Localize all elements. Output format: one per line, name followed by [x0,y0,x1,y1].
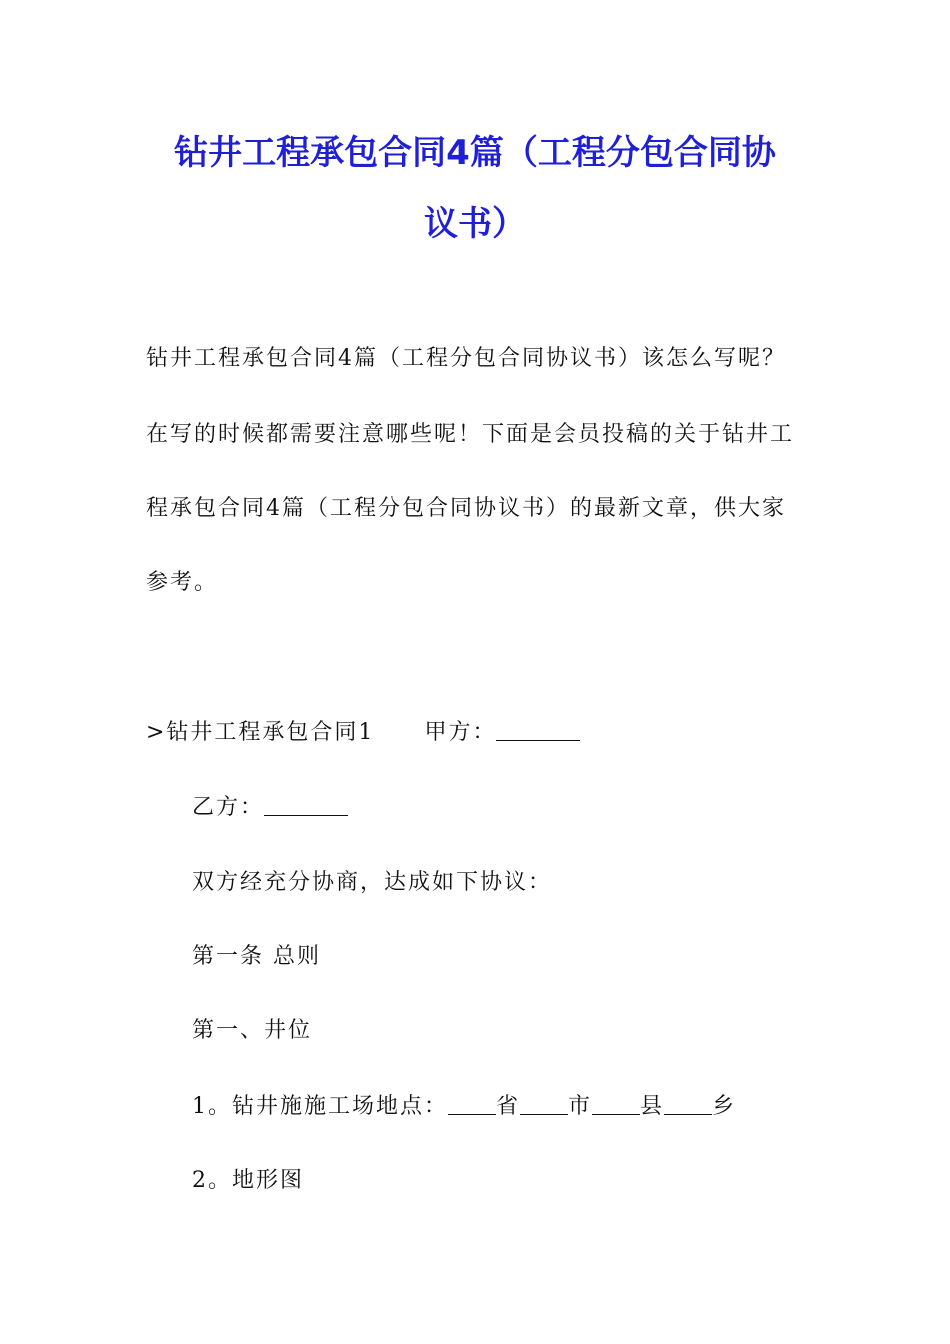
county-label: 县 [640,1094,665,1119]
county-blank [592,1092,640,1115]
party-b-blank [264,793,348,816]
agreement-line: 双方经充分协商，达成如下协议： [192,870,553,895]
document-title-line-1: 钻井工程承包合同4篇（工程分包合同协 [174,133,776,173]
party-a-label: 甲方： [424,720,497,745]
township-label: 乡 [712,1094,737,1119]
intro-line-2: 在写的时候都需要注意哪些呢！下面是会员投稿的关于钻井工 [146,422,795,447]
section-1-heading: 第一、井位 [192,1018,313,1043]
intro-line-3: 程承包合同4篇（工程分包合同协议书）的最新文章，供大家 [146,496,786,521]
intro-line-1: 钻井工程承包合同4篇（工程分包合同协议书）该怎么写呢？ [146,346,786,371]
party-b-row [192,793,862,823]
item-1-location-row [192,1092,862,1122]
township-blank [664,1092,712,1115]
intro-line-4: 参考。 [146,570,219,595]
city-label: 市 [568,1094,593,1119]
item-1-prefix: 1。钻井施施工场地点： [192,1094,448,1119]
city-blank [520,1092,568,1115]
contract-heading-row [146,718,816,748]
item-2-line: 2。地形图 [192,1168,304,1193]
document-title-line-2: 议书） [424,204,526,244]
article-1-heading: 第一条 总则 [192,944,321,969]
province-blank [448,1092,496,1115]
party-b-label: 乙方： [192,795,265,820]
province-label: 省 [496,1094,521,1119]
contract-heading: >钻井工程承包合同1 [146,720,375,745]
party-a-blank [496,718,580,741]
